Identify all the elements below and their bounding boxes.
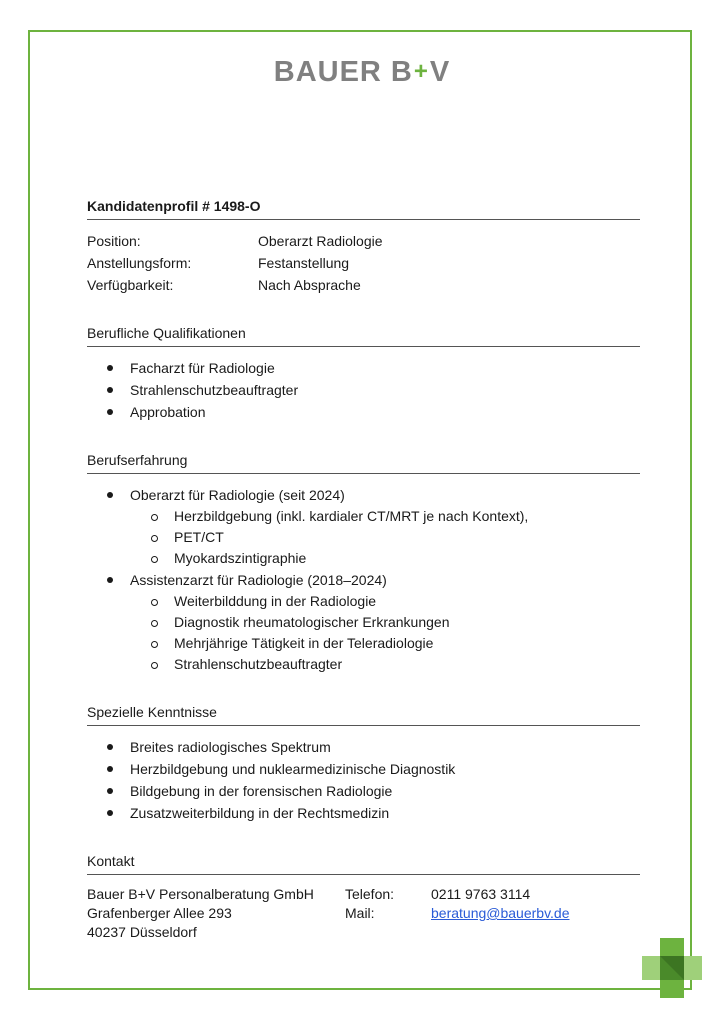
profile-title: Kandidatenprofil # 1498-O [87, 198, 640, 220]
job-detail: Myokardszintigraphie [87, 548, 640, 569]
mail-label: Mail: [345, 905, 375, 921]
job-title: Assistenzarzt für Radiologie (2018–2024) [87, 569, 640, 591]
detail-value: Nach Absprache [258, 277, 361, 293]
plus-cross-icon [642, 938, 702, 998]
contact-street: Grafenberger Allee 293 [87, 905, 232, 921]
job-detail: PET/CT [87, 527, 640, 548]
brand-name-part2: V [429, 56, 451, 88]
detail-label: Anstellungsform: [87, 255, 192, 271]
qualifications-list [87, 357, 640, 423]
skills-heading: Spezielle Kenntnisse [87, 704, 640, 726]
qualifications-heading: Berufliche Qualifikationen [87, 325, 640, 347]
detail-value: Festanstellung [258, 255, 350, 271]
contact-heading: Kontakt [87, 853, 640, 875]
detail-row-position [87, 230, 640, 252]
list-item: Approbation [87, 401, 640, 423]
brand-logo [0, 56, 724, 89]
job-title: Oberarzt für Radiologie (seit 2024) [87, 484, 640, 506]
contact-city: 40237 Düsseldorf [87, 924, 197, 940]
job-detail: Diagnostik rheumatologischer Erkrankungen [87, 612, 640, 633]
details-list [87, 230, 640, 296]
brand-plus-icon: + [413, 58, 429, 85]
skills-list [87, 736, 640, 824]
job-detail: Weiterbilddung in der Radiologie [87, 591, 640, 612]
list-item: Herzbildgebung und nuklearmedizinische Diagnostik [87, 758, 640, 780]
job-detail: Strahlenschutzbeauftragter [87, 654, 640, 675]
detail-label: Position: [87, 233, 141, 249]
list-item: Facharzt für Radiologie [87, 357, 640, 379]
phone-value: 0211 9763 3114 [431, 886, 531, 902]
job-detail: Herzbildgebung (inkl. kardialer CT/MRT je nach Kontext), [87, 506, 640, 527]
list-item: Breites radiologisches Spektrum [87, 736, 640, 758]
phone-label: Telefon: [345, 886, 395, 902]
job-detail: Mehrjährige Tätigkeit in der Teleradiologie [87, 633, 640, 654]
list-item: Strahlenschutzbeauftragter [87, 379, 640, 401]
list-item: Zusatzweiterbildung in der Rechtsmedizin [87, 802, 640, 824]
list-item: Bildgebung in der forensischen Radiologie [87, 780, 640, 802]
detail-row-employment [87, 252, 640, 274]
mail-link[interactable]: beratung@bauerbv.de [431, 905, 570, 921]
contact-company: Bauer B+V Personalberatung GmbH [87, 886, 314, 902]
detail-row-availability [87, 274, 640, 296]
experience-list [87, 484, 640, 675]
brand-name-part1: BAUER B [273, 56, 413, 88]
experience-heading: Berufserfahrung [87, 452, 640, 474]
detail-value: Oberarzt Radiologie [258, 233, 383, 249]
profile-content [87, 198, 640, 942]
contact-block [87, 885, 640, 942]
detail-label: Verfügbarkeit: [87, 277, 174, 293]
